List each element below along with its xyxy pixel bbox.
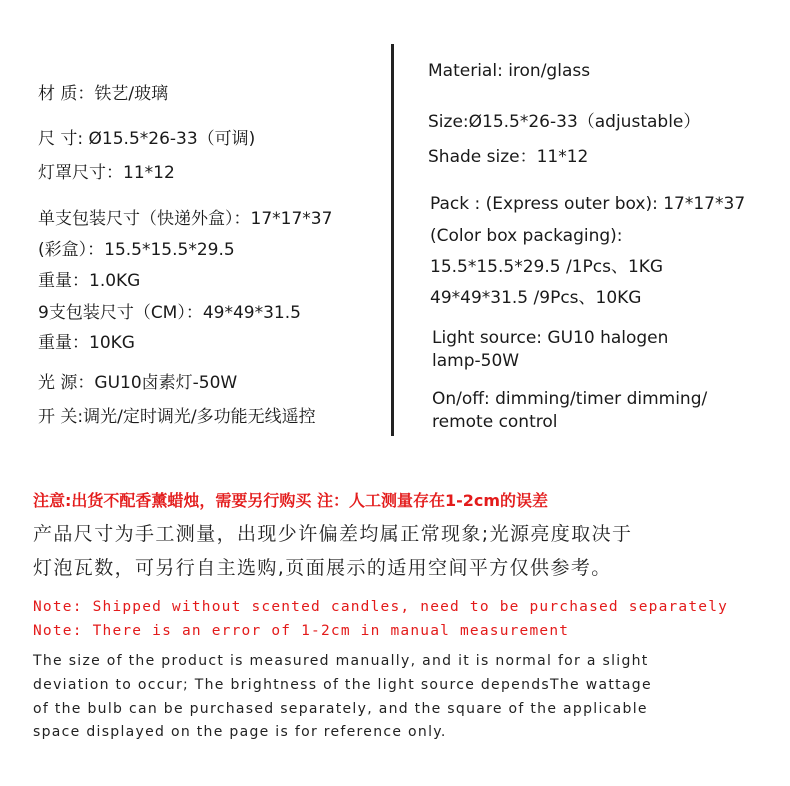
spec-pack-nine-cn: 9支包装尺寸（CM）：49*49*31.5 bbox=[38, 303, 301, 323]
spec-size-en: Size:Ø15.5*26-33（adjustable） bbox=[428, 112, 701, 132]
spec-light-source-en: Light source: GU10 halogen bbox=[432, 328, 669, 348]
spec-shade-en: Shade size：11*12 bbox=[428, 147, 589, 167]
spec-shade-cn: 灯罩尺寸：11*12 bbox=[38, 163, 175, 183]
spec-light-source-cn: 光 源：GU10卤素灯-50W bbox=[38, 373, 238, 393]
notice-en-red-1: Note: Shipped without scented candles, need to be purchased separately bbox=[33, 599, 729, 615]
notice-cn-line2: 产品尺寸为手工测量，出现少许偏差均属正常现象;光源亮度取决于 bbox=[33, 523, 633, 545]
spec-color-box-cn: (彩盒）：15.5*15.5*29.5 bbox=[38, 240, 235, 260]
spec-pack-en: Pack : (Express outer box): 17*17*37 bbox=[430, 194, 746, 214]
spec-pack-single-en: 15.5*15.5*29.5 /1Pcs、1KG bbox=[430, 257, 664, 277]
spec-switch-en: On/off: dimming/timer dimming/ bbox=[432, 389, 708, 409]
spec-switch-cn: 开 关:调光/定时调光/多功能无线遥控 bbox=[38, 407, 316, 427]
spec-pack-nine-en: 49*49*31.5 /9Pcs、10KG bbox=[430, 288, 642, 308]
spec-switch-en-cont: remote control bbox=[432, 412, 558, 432]
column-divider bbox=[391, 44, 394, 436]
notice-en-line3: of the bulb can be purchased separately, and the square of the applicable bbox=[33, 701, 648, 717]
notice-en-line1: The size of the product is measured manually, and it is normal for a slight bbox=[33, 653, 649, 669]
spec-material-cn: 材 质：铁艺/玻璃 bbox=[38, 84, 169, 104]
notice-cn-red: 注意:出货不配香薰蜡烛，需要另行购买 注：人工测量存在1-2cm的误差 bbox=[33, 491, 549, 510]
notice-en-line2: deviation to occur; The brightness of the light source dependsThe wattage bbox=[33, 677, 652, 693]
spec-light-source-en-cont: lamp-50W bbox=[432, 351, 520, 371]
notice-cn-line3: 灯泡瓦数，可另行自主选购,页面展示的适用空间平方仅供参考。 bbox=[33, 557, 612, 579]
notice-en-line4: space displayed on the page is for reference only. bbox=[33, 724, 447, 740]
notice-en-red-2: Note: There is an error of 1-2cm in manual measurement bbox=[33, 623, 570, 639]
spec-pack-single-cn: 单支包装尺寸（快递外盒）：17*17*37 bbox=[38, 209, 333, 229]
spec-size-cn: 尺 寸: Ø15.5*26-33（可调) bbox=[38, 129, 256, 149]
spec-weight-nine-cn: 重量：10KG bbox=[38, 333, 135, 353]
spec-color-box-en: (Color box packaging): bbox=[430, 226, 623, 246]
spec-material-en: Material: iron/glass bbox=[428, 61, 591, 81]
spec-weight-single-cn: 重量：1.0KG bbox=[38, 271, 141, 291]
